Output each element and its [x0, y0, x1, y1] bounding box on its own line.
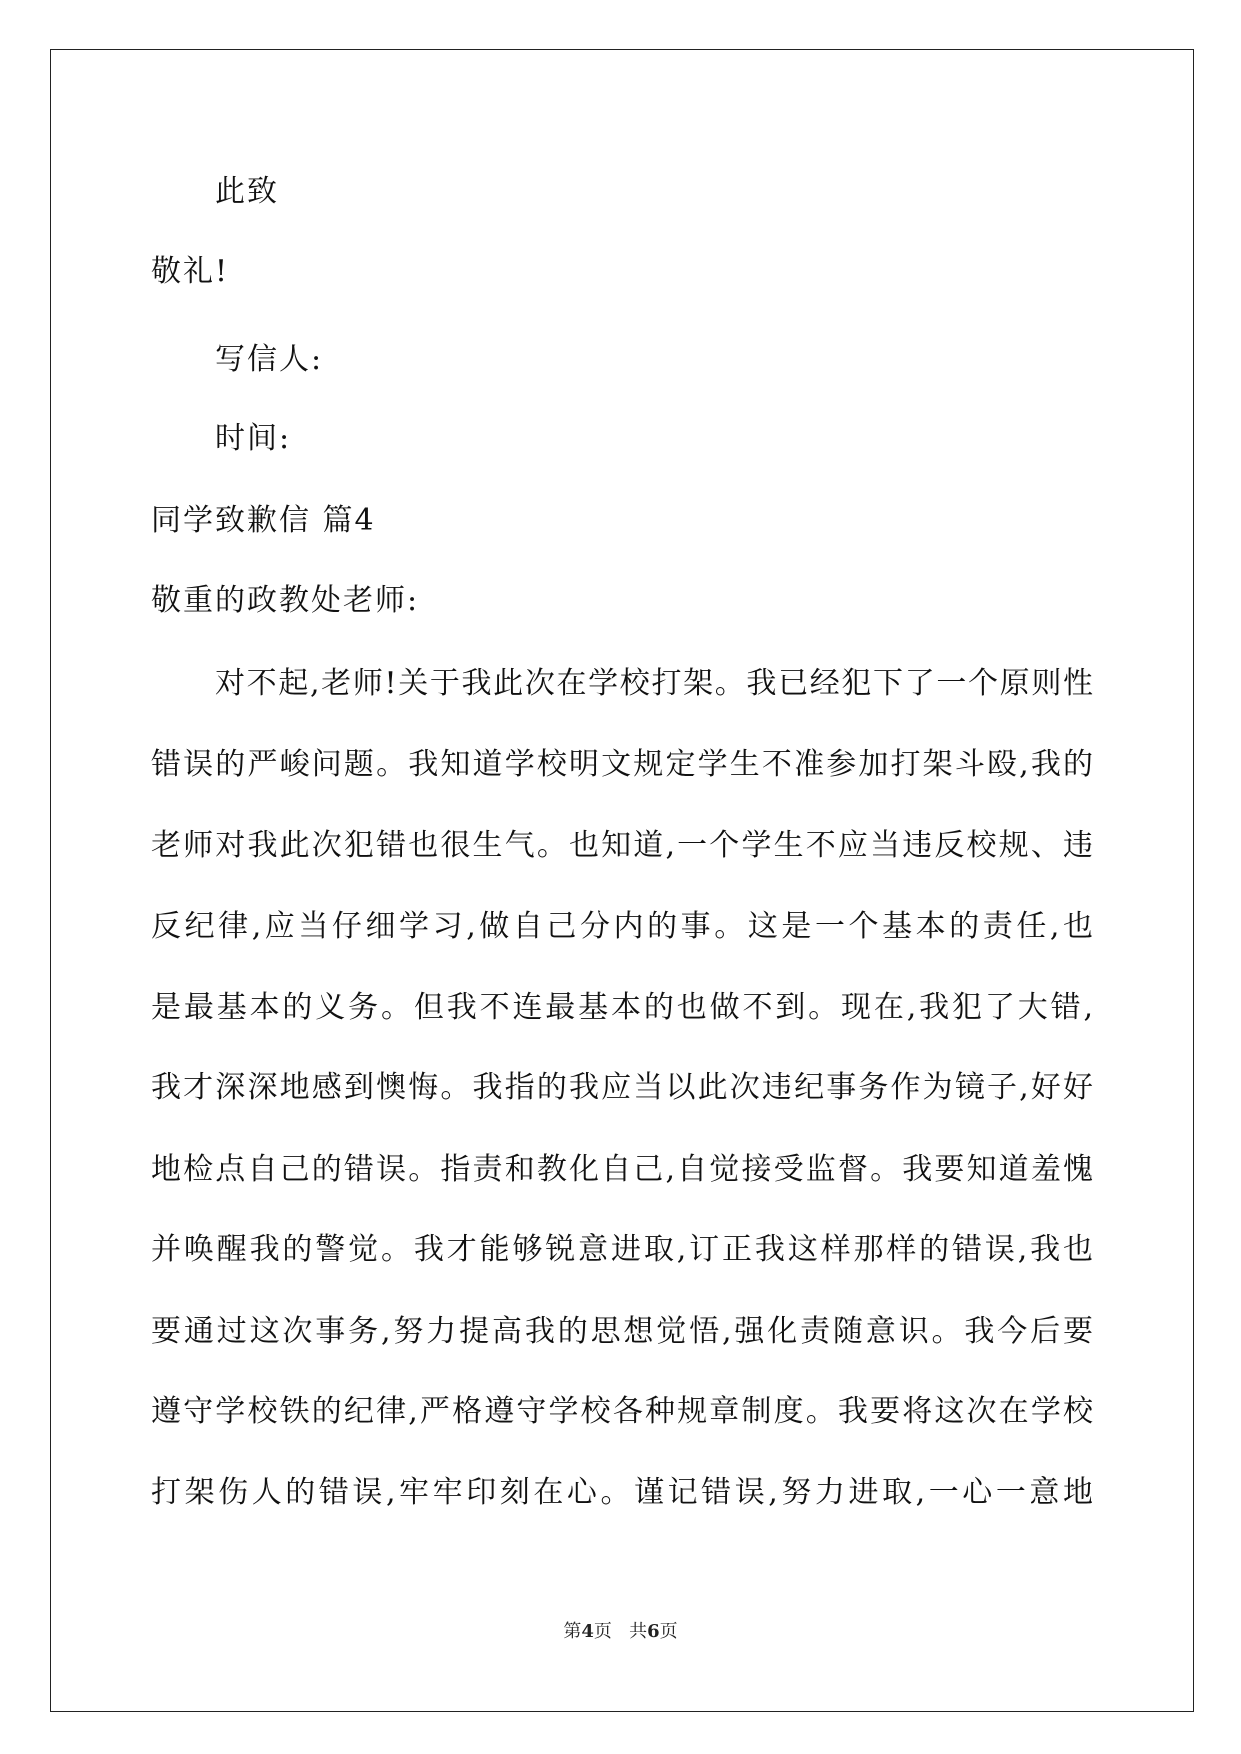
body-line: 反纪律,应当仔细学习,做自己分内的事。这是一个基本的责任,也 [151, 909, 1093, 944]
body-line: 是最基本的义务。但我不连最基本的也做不到。现在,我犯了大错, [151, 990, 1093, 1025]
closing-regards-2: 敬礼! [151, 254, 230, 289]
page-prefix: 第 [563, 1621, 582, 1642]
body-line: 要通过这次事务,努力提高我的思想觉悟,强化责随意识。我今后要 [151, 1314, 1093, 1349]
page-total: 6 [647, 1621, 660, 1642]
closing-regards-1: 此致 [215, 174, 279, 209]
salutation: 敬重的政教处老师: [151, 583, 420, 618]
page-current: 4 [581, 1621, 594, 1642]
body-line: 我才深深地感到懊悔。我指的我应当以此次违纪事务作为镜子,好好 [151, 1070, 1093, 1105]
page-number-footer [0, 1620, 1241, 1644]
body-line: 错误的严峻问题。我知道学校明文规定学生不准参加打架斗殴,我的 [151, 747, 1093, 782]
page-suffix: 页 [659, 1621, 678, 1642]
body-line: 打架伤人的错误,牢牢印刻在心。谨记错误,努力进取,一心一意地 [151, 1475, 1093, 1510]
date-label: 时间: [215, 421, 292, 456]
body-line: 对不起,老师!关于我此次在学校打架。我已经犯下了一个原则性 [215, 666, 1093, 701]
page-border [50, 49, 1194, 1712]
writer-label: 写信人: [215, 342, 324, 377]
page-mid: 页 共 [593, 1621, 648, 1642]
body-line: 并唤醒我的警觉。我才能够锐意进取,订正我这样那样的错误,我也 [151, 1232, 1093, 1267]
body-line: 地检点自己的错误。指责和教化自己,自觉接受监督。我要知道羞愧 [151, 1152, 1093, 1187]
section-heading: 同学致歉信 篇4 [151, 503, 376, 538]
body-line: 遵守学校铁的纪律,严格遵守学校各种规章制度。我要将这次在学校 [151, 1394, 1093, 1429]
body-line: 老师对我此次犯错也很生气。也知道,一个学生不应当违反校规、违 [151, 828, 1093, 863]
